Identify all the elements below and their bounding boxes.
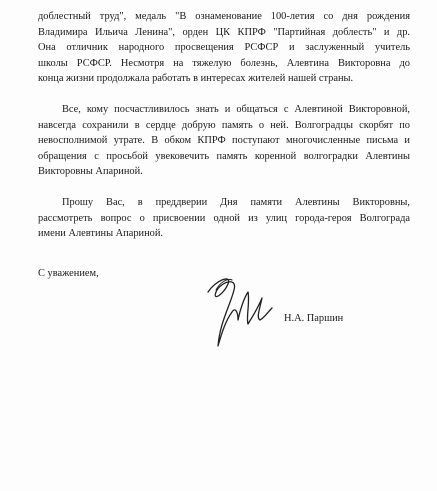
text-line: обращения с просьбой увековечить память коренной волгоградки Алевтины [38,150,410,162]
text-line: имени Алевтины Апариной. [38,228,164,239]
paragraph-awards [38,9,410,87]
text-line: рассмотреть вопрос о присвоении одной из улиц города-героя Волгограда [38,212,410,224]
closing-text: С уважением, [38,268,99,279]
text-line: навсегда сохранили в сердце добрую память о ней. Волгоградцы скорбят по [38,119,410,131]
text-line: невосполнимой утрате. В обком КПРФ поступают многочисленные письма и [38,135,410,146]
text-line: Прошу Вас, в преддверии Дня памяти Алевтины Викторовны, [62,197,410,208]
text-line: доблестный труд", медаль "В ознаменование 100-летия со дня рождения [38,11,410,22]
handwritten-signature [198,262,276,350]
signer-name: Н.А. Паршин [284,313,344,324]
text-line: школы РСФСР. Несмотря на тяжелую болезнь, Алевтина Викторовна до [38,57,410,69]
text-line: Она отличник народного просвещения РСФСР и заслуженный учитель [38,42,410,53]
text-line: конца жизни продолжала работать в интересах жителей нашей страны. [38,73,354,84]
text-line: Все, кому посчастливилось знать и общаться с Алевтиной Викторовной, [62,104,410,115]
text-line: Викторовны Апариной. [38,166,143,177]
paragraph-memory [38,102,410,180]
text-line: Владимира Ильича Ленина", орден ЦК КПРФ "Партийная доблесть" и др. [38,26,410,38]
paragraph-request [38,195,410,242]
